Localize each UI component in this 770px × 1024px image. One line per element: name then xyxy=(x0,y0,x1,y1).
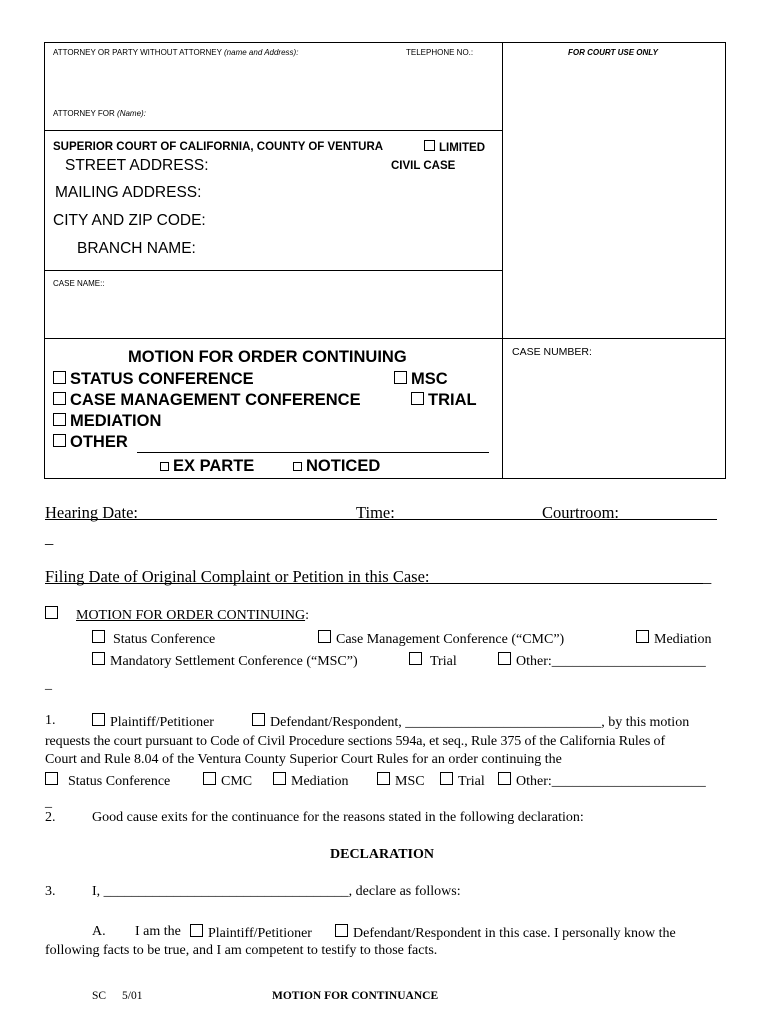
filing-date-underline[interactable] xyxy=(45,565,703,584)
hearing-continuation: _ xyxy=(45,528,54,547)
motion-cmc-checkbox[interactable] xyxy=(318,630,331,643)
para3-number: 3. xyxy=(45,884,56,899)
ex-parte-checkbox[interactable] xyxy=(160,462,169,471)
para1-mediation-checkbox[interactable] xyxy=(273,772,286,785)
title-trial-checkbox[interactable] xyxy=(411,392,424,405)
court-use-label: FOR COURT USE ONLY xyxy=(568,48,658,57)
time-label: Time: xyxy=(356,503,395,522)
case-name-label: CASE NAME:: xyxy=(53,279,105,288)
para2-text: Good cause exits for the continuance for the reasons stated in the following declaration: xyxy=(92,810,584,825)
motion-msc-option[interactable]: Mandatory Settlement Conference (“MSC”) xyxy=(92,652,358,670)
declaration-heading: DECLARATION xyxy=(330,847,434,862)
filing-date-label: Filing Date of Original Complaint or Petition in this Case: xyxy=(45,567,430,586)
noticed-checkbox[interactable] xyxy=(293,462,302,471)
motion-checkbox[interactable] xyxy=(45,606,58,619)
title-mediation-option[interactable]: MEDIATION xyxy=(53,412,161,431)
para-a-plaintiff-option[interactable]: Plaintiff/Petitioner xyxy=(190,924,312,942)
limited-option[interactable]: LIMITED xyxy=(424,140,485,154)
motion-trial-checkbox[interactable] xyxy=(409,652,422,665)
title-trial-option[interactable]: TRIAL xyxy=(411,391,477,410)
para1-mediation-option[interactable]: Mediation xyxy=(273,772,349,790)
para1-status-conference-checkbox[interactable] xyxy=(45,772,58,785)
court-name: SUPERIOR COURT OF CALIFORNIA, COUNTY OF VENTURA xyxy=(53,141,384,153)
noticed-option[interactable]: NOTICED xyxy=(293,457,380,476)
motion-option[interactable]: MOTION FOR ORDER CONTINUING: xyxy=(45,606,309,624)
para1-cmc-option[interactable]: CMC xyxy=(203,772,252,790)
title-other-line[interactable] xyxy=(137,435,489,453)
footer-title: MOTION FOR CONTINUANCE xyxy=(272,990,439,1002)
para-a-label: A. xyxy=(92,924,106,939)
para1-defendant-option[interactable]: Defendant/Respondent, ____________________________, by this motion xyxy=(252,713,689,731)
para1-trial-checkbox[interactable] xyxy=(440,772,453,785)
city-zip-label: CITY AND ZIP CODE: xyxy=(53,212,206,229)
para1-status-conference-option[interactable]: Status Conference xyxy=(45,774,170,789)
motion-cmc-option[interactable]: Case Management Conference (“CMC”) xyxy=(318,630,564,648)
title-status-conference-option[interactable]: STATUS CONFERENCE xyxy=(53,370,254,389)
para-a-defendant-checkbox[interactable] xyxy=(335,924,348,937)
motion-mediation-checkbox[interactable] xyxy=(636,630,649,643)
form-title: MOTION FOR ORDER CONTINUING xyxy=(128,348,407,366)
title-other-option[interactable]: OTHER xyxy=(53,433,128,452)
caption-vertical-divider xyxy=(502,42,503,479)
case-number-label: CASE NUMBER: xyxy=(512,346,592,358)
para1-line2: requests the court pursuant to Code of Civil Procedure sections 594a, et seq., Rule 375 of the California Rules of xyxy=(45,734,666,749)
para1-msc-checkbox[interactable] xyxy=(377,772,390,785)
para-a-plaintiff-checkbox[interactable] xyxy=(190,924,203,937)
telephone-label: TELEPHONE NO.: xyxy=(406,48,474,57)
motion-heading: MOTION FOR ORDER CONTINUING xyxy=(76,608,306,623)
para1-line3: Court and Rule 8.04 of the Ventura County Superior Court Rules for an order continuing the xyxy=(45,752,562,767)
title-other-checkbox[interactable] xyxy=(53,434,66,447)
title-mediation-checkbox[interactable] xyxy=(53,413,66,426)
courtroom-label: Courtroom: xyxy=(542,503,619,522)
divider-attorney-court xyxy=(44,130,503,131)
title-cmc-option[interactable]: CASE MANAGEMENT CONFERENCE xyxy=(53,391,361,410)
para2-number: 2. xyxy=(45,810,56,825)
title-msc-checkbox[interactable] xyxy=(394,371,407,384)
para1-msc-option[interactable]: MSC xyxy=(377,772,425,790)
para1-defendant-checkbox[interactable] xyxy=(252,713,265,726)
filing-date-tail: _ xyxy=(703,567,712,586)
footer-form-id: SC xyxy=(92,990,107,1002)
para1-plaintiff-option[interactable]: Plaintiff/Petitioner xyxy=(92,713,214,731)
motion-status-conference-option[interactable]: Status Conference xyxy=(92,630,215,648)
motion-msc-checkbox[interactable] xyxy=(92,652,105,665)
para-a-intro: I am the xyxy=(135,924,181,939)
para1-trial-option[interactable]: Trial xyxy=(440,772,485,790)
title-msc-option[interactable]: MSC xyxy=(394,370,448,389)
divider-title-block xyxy=(44,338,726,339)
hearing-date-label: Hearing Date: xyxy=(45,503,138,522)
divider-court-casename xyxy=(44,270,503,271)
para3-text: I, ___________________________________, declare as follows: xyxy=(92,884,461,899)
para1-options-row xyxy=(45,772,170,790)
motion-trial-option[interactable]: Trial xyxy=(409,652,457,670)
title-cmc-checkbox[interactable] xyxy=(53,392,66,405)
title-status-conference-checkbox[interactable] xyxy=(53,371,66,384)
civil-case-label: CIVIL CASE xyxy=(391,160,456,172)
para1-other-checkbox[interactable] xyxy=(498,772,511,785)
para-a-line2: following facts to be true, and I am competent to testify to those facts. xyxy=(45,943,438,958)
para1-plaintiff-checkbox[interactable] xyxy=(92,713,105,726)
footer-revision: 5/01 xyxy=(122,990,143,1002)
para1-continuation: _ xyxy=(45,795,52,810)
branch-name-label: BRANCH NAME: xyxy=(77,240,196,257)
ex-parte-option[interactable]: EX PARTE xyxy=(160,457,254,476)
motion-continuation: _ xyxy=(45,677,52,692)
motion-status-conference-checkbox[interactable] xyxy=(92,630,105,643)
motion-other-checkbox[interactable] xyxy=(498,652,511,665)
para1-other-option[interactable]: Other:______________________ xyxy=(498,772,706,790)
motion-other-option[interactable]: Other:______________________ xyxy=(498,652,706,670)
attorney-for-label: ATTORNEY FOR (Name): xyxy=(53,109,146,118)
mailing-address-label: MAILING ADDRESS: xyxy=(55,184,202,201)
limited-checkbox[interactable] xyxy=(424,140,435,151)
para1-cmc-checkbox[interactable] xyxy=(203,772,216,785)
para1-number: 1. xyxy=(45,713,56,728)
attorney-label: ATTORNEY OR PARTY WITHOUT ATTORNEY (name and Address): xyxy=(53,48,299,57)
street-address-label: STREET ADDRESS: xyxy=(65,157,209,174)
para-a-defendant-option[interactable]: Defendant/Respondent in this case. I personally know the xyxy=(335,924,676,942)
motion-mediation-option[interactable]: Mediation xyxy=(636,630,712,648)
